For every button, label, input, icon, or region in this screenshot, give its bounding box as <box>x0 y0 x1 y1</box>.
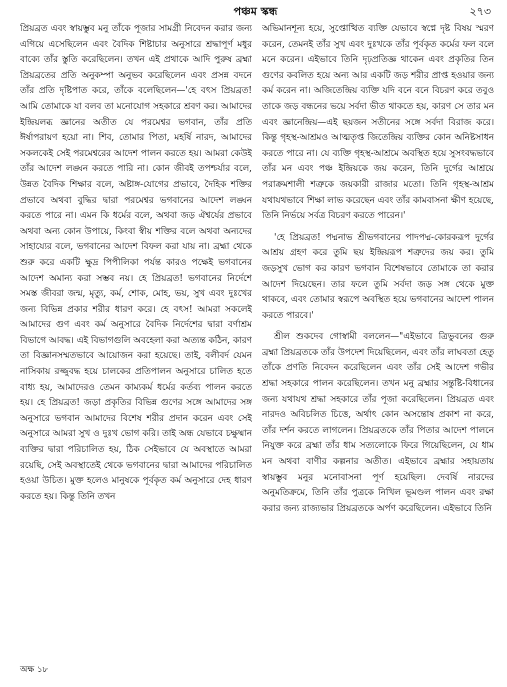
left-paragraph-1: প্রিয়ব্রত এবং স্বায়ম্ভুব মনু তাঁকে পূজার সামগ্রী নিবেদন করার জন্য এগিয়ে এসেছিলেন এবং বৈদিক শিষ্টাচার অনুসারে শ্রদ্ধাপূর্ণ মধুর বাক্যে তাঁর স্তুতি করেছিলেন। তখন এই প্রথাকে আদি পুরুষ ব্রহ্মা প্রিয়ব্রতের প্রতি অনুকম্পা অনুভব করেছিলেন এবং প্রসন্ন বদনে তাঁর প্রতি দৃষ্টিপাত করে, তাঁকে বলেছিলেন—'হে বৎস প্রিয়ব্রত! আমি তোমাকে যা বলব তা মনোযোগ সহকারে শ্রবণ কর। আমাদের ইন্দ্রিয়লব্ধ জ্ঞানের অতীত যে পরমেশ্বর ভগবান, তাঁর প্রতি ঈর্ষাপরায়ণ হয়ো না। শিব, তোমার পিতা, মহর্ষি নারদ, আমাদের সকলকেই সেই পরমেশ্বরের আদেশ পালন করতে হয়। আমরা কেউই তাঁর আদেশ লঙ্ঘন করতে পারি না। কোন জীবই তপশ্চর্যার বলে, উন্নত বৈদিক শিক্ষার বলে, অষ্টাঙ্গ-যোগের প্রভাবে, দৈহিক শক্তির প্রভাবে অথবা বুদ্ধির দ্বারা পরমেশ্বর ভগবানের আদেশ লঙ্ঘন করতে পারে না। এমন কি ধর্মের বলে, অথবা জড় ঐশ্বর্যের প্রভাবে অথবা অন্য কোন উপায়ে, কিংবা স্বীয় শক্তির বলে অথবা অন্যদের সাহায্যের বলে, ভগবানের আদেশ বিফল করা যায় না। ব্রহ্মা থেকে শুরু করে একটি ক্ষুদ্র পিপীলিকা পর্যন্ত কারও পক্ষেই ভগবানের আদেশ অমান্য করা সম্ভব নয়। হে প্রিয়ব্রত! ভগবানের নির্দেশে সমস্ত জীবরা জন্ম, মৃত্যু, কর্ম, শোক, মোহ, ভয়, সুখ এবং দুঃখের জন্য বিভিন্ন প্রকার শরীর ধারণ করে। হে বৎস! আমরা সকলেই আমাদের গুণ এবং কর্ম অনুসারে বৈদিক নির্দেশের দ্বারা বর্ণাশ্রম বিভাগে আবদ্ধ। এই বিভাগগুলি অবহেলা করা অত্যন্ত কঠিন, কারণ তা বিজ্ঞানসম্মতভাবে আয়োজন করা হয়েছে। তাই, বলীবর্দ যেমন নাসিকায় রজ্জুবদ্ধ হয়ে চালকের প্রতিপালন অনুসারে চালিত হতে বাধ্য হয়, আমাদেরও তেমন কাম্যকর্ম ধর্মের কর্তব্য পালন করতে হয়। হে প্রিয়ব্রত! জড়া প্রকৃতির বিভিন্ন গুণের সঙ্গে আমাদের সঙ্গ অনুসারে ভগবান আমাদের বিশেষ শরীর প্রদান করেন এবং সেই অনুসারে আমরা সুখ ও দুঃখ ভোগ করি। তাই অন্ধ যেভাবে চক্ষুষ্মান ব্যক্তির দ্বারা পরিচালিত হয়, ঠিক সেইভাবে যে অবস্থাতে আমরা রয়েছি, সেই অবস্থাতেই থেকে ভগবানের দ্বারা আমাদের পরিচালিত হওয়া উচিত। মুক্ত হলেও মানুষকে পূর্বকৃত কর্ম অনুসারে দেহ ধারণ করতে হয়। কিন্তু তিনি তখন <box>20 24 252 502</box>
running-title: পঞ্চম স্কন্ধ <box>233 5 278 18</box>
right-paragraph-1: অভিমানশূন্য হয়ে, সুপ্তোত্থিত ব্যক্তি যেভাবে স্বপ্নে দৃষ্ট বিষয় স্মরণ করেন, তেমনই তাঁর সুখ এবং দুঃখকে তাঁর পূর্বকৃত কর্মের ফল বলে মনে করেন। এইভাবে তিনি দৃঢ়প্রতিজ্ঞ থাকেন এবং প্রকৃতির তিন গুণের কবলিত হয়ে অন্য আর একটি জড় শরীর প্রাপ্ত হওয়ার জন্য কর্ম করেন না। অজিতেন্দ্রিয় ব্যক্তি যদি বনে বনে বিচরণ করে তবুও তাকে জড় বন্ধনের ভয়ে সর্বদা ভীত থাকতে হয়, কারণ সে তার মন এবং জ্ঞানেন্দ্রিয়—এই ছয়জন সতীনের সঙ্গে সর্বদা বিরাজ করে। কিন্তু গৃহস্থ-আশ্রমও আত্মতৃপ্ত জিতেন্দ্রিয় ব্যক্তির কোন অনিষ্টসাধন করতে পারে না। যে ব্যক্তি গৃহস্থ-আশ্রমে অবস্থিত হয়ে সুসংবদ্ধভাবে তাঁর মন এবং পঞ্চ ইন্দ্রিয়কে জয় করেন, তিনি দুর্গের আশ্রয়ে পরাক্রমশালী শত্রুকে জয়কারী রাজার মতো। তিনি গৃহস্থ-আশ্রম যথাযথভাবে শিক্ষা লাভ করেছেন এবং তাঁর কামবাসনা ক্ষীণ হয়েছে, তিনি নির্ভয়ে সর্বত্র বিচরণ করতে পারেন।' <box>262 24 494 222</box>
footer-signature-mark: অক্ষ ১৮ <box>20 665 48 675</box>
page-header <box>20 4 491 20</box>
page-number: ২৭৩ <box>469 5 491 18</box>
right-paragraph-2: 'হে প্রিয়ব্রত! পদ্মনাভ শ্রীভগবানের পাদপদ্ম-কোরকরূপ দুর্গের আশ্রয় গ্রহণ করে তুমি ছয় ইন্দ্রিয়রূপ শত্রুদের জয় কর। তুমি জড়সুখ ভোগ কর কারণ ভগবান বিশেষভাবে তোমাকে তা করার আদেশ দিয়েছেন। তার ফলে তুমি সর্বদা জড় সঙ্গ থেকে মুক্ত থাকবে, এবং তোমার স্বরূপে অবস্থিত হয়ে ভগবানের আদেশ পালন করতে পারবে।' <box>262 232 494 321</box>
right-text-column <box>262 22 494 658</box>
right-paragraph-3: শ্রীল শুকদেব গোস্বামী বললেন—"এইভাবে ত্রিভুবনের গুরু ব্রহ্মা প্রিয়ব্রতকে তাঁর উপদেশ দিয়েছিলেন, এবং তাঁর লাঘবতা হেতু তাঁকে প্রণতি নিবেদন করেছিলেন এবং তাঁর সেই আদেশ গভীর শ্রদ্ধা সহকারে পালন করেছিলেন। তখন মনু ব্রহ্মার সন্তুষ্টি-বিধানের জন্য যথাযথ শ্রদ্ধা সহকারে তাঁর পূজা করেছিলেন। প্রিয়ব্রত এবং নারদও অবিচলিত চিত্তে, অর্থাৎ কোন অসন্তোষ প্রকাশ না করে, তাঁর দর্শন করতে লাগলেন। প্রিয়ব্রতকে তাঁর পিতার আদেশ পালনে নিযুক্ত করে ব্রহ্মা তাঁর ধাম সত্যলোকে ফিরে গিয়েছিলেন, যে ধাম মন অথবা বাণীর কল্পনার অতীত। এইভাবে ব্রহ্মার সহায়তায় স্বায়ম্ভুব মনুর মনোবাসনা পূর্ণ হয়েছিল। দেবর্ষি নারদের অনুমতিক্রমে, তিনি তাঁর পুত্রকে নিখিল ভূমণ্ডল পালন এবং রক্ষা করার জন্য রাজ্যভার প্রিয়ব্রতকে অর্পণ করেছিলেন। এইভাবে তিনি <box>262 332 494 514</box>
left-text-column <box>20 22 252 658</box>
